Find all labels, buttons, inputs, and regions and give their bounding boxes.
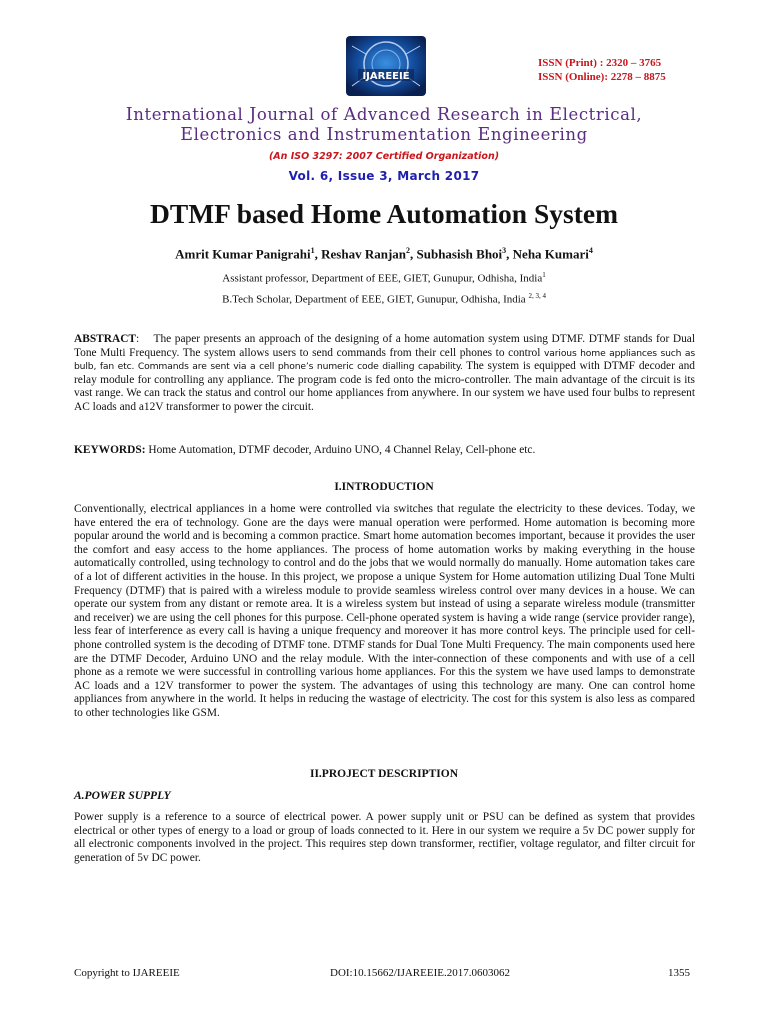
journal-logo: [346, 36, 426, 96]
issn-print: ISSN (Print) : 2320 – 3765: [538, 57, 662, 69]
certification-note: (An ISO 3297: 2007 Certified Organization): [268, 151, 500, 162]
section-heading-introduction: I.INTRODUCTION: [334, 481, 434, 493]
keywords-label: KEYWORDS:: [74, 444, 146, 456]
paper-title: DTMF based Home Automation System: [150, 198, 618, 229]
journal-name-line1: International Journal of Advanced Research in Electrical,: [125, 105, 643, 125]
abstract: ABSTRACT: The paper presents an approach of the designing of a home automation system using DTMF. DTMF stands for Dual Tone Multi Frequency. The system allows users to send commands from their cell phones to control various home appliances such as bulb, fan etc. Commands are sent via a cell phone’s numeric code dialling capability. The system is equipped with DTMF decoder and relay module for controlling any appliance. The program code is fed onto the micro-controller. The main advantage of the circuit is its vast range. We can track the status and control our home appliances from anywhere. In our system we have used four bulbs to represent AC loads and a12V transformer to power the circuit.: [74, 333, 695, 413]
footer-page-number: 1355: [668, 967, 690, 979]
keywords: KEYWORDS: Home Automation, DTMF decoder, Arduino UNO, 4 Channel Relay, Cell-phone etc.: [74, 444, 536, 456]
issn-online: ISSN (Online): 2278 – 8875: [538, 71, 666, 83]
subsection-heading-power-supply: A.POWER SUPPLY: [74, 790, 171, 802]
author-name: Subhasish Bhoi: [416, 246, 503, 262]
author-list: Amrit Kumar Panigrahi$^1$, Reshav Ranjan$^2$, Subhasish Bhoi$^3$, Neha Kumari$^4$: [175, 246, 593, 262]
author-name: Reshav Ranjan: [321, 246, 407, 262]
journal-name-line2: Electronics and Instrumentation Engineering: [180, 125, 588, 145]
affiliation-2: B.Tech Scholar, Department of EEE, GIET, Gunupur, Odhisha, India $^{2, 3, 4}$: [222, 292, 546, 306]
footer-copyright: Copyright to IJAREEIE: [74, 967, 180, 979]
author-name: Neha Kumari: [512, 246, 589, 262]
abstract-label: ABSTRACT: [74, 333, 137, 345]
volume-issue: Vol. 6, Issue 3, March 2017: [288, 169, 480, 183]
journal-logo-graphic: [346, 36, 426, 96]
power-supply-body: Power supply is a reference to a source of electrical power. A power supply unit or PSU can be defined as system that provides electrical or other types of energy to a load or group of loads connected to it. Here in our system we require a 5v DC power supply for all electronic components involved in the project. This requires step down transformer, rectifier, voltage regulator, and filter circuit for generation of 5v DC power.: [74, 811, 695, 864]
author-name: Amrit Kumar Panigrahi: [175, 246, 311, 262]
section-heading-project-description: II.PROJECT DESCRIPTION: [309, 768, 459, 780]
introduction-body: Conventionally, electrical appliances in a home were controlled via switches that regulate the electricity to these devices. Today, we have entered the era of technology. Gone are the days were manual operation were performed. Home automation is becoming more popular around the world and is becoming a common practice. Smart home automation becomes important, because it provides the user the comfort and easy access to the home appliances. The process of home automation works by making everything in the house automatically controlled, using technology to control and do the jobs that we would normally do manually. Home automation takes care of a lot of different activities in the house. In this project, we propose a unique System for Home automation utilizing Dual Tone Multi Frequency (DTMF) that is paired with a wireless module to provide seamless wireless control over many devices in a house. We can operate our system from any distant or remote area. It is a wireless system but instead of using a separate wireless module (transmitter and receiver) we are using the cell phones for this purpose. Cell-phone operated system is having a wide range (service provider range), less fear of interference as every call is having a unique frequency and moreover it has more control keys. The principle used for cell-phone controlled system is the decoding of DTMF tone. DTMF stands for Dual Tone Multi Frequency. The main components used here are the DTMF Decoder, Arduino UNO and the relay module. With the inter-connection of these components and with use of a cell phone as a remote we were successful in controlling various home appliances. For this the system we have used lamps to demonstrate AC loads and a 12V transformer to power the system. The advantages of using this technology are many. One can control home appliances from anywhere in the world. It helps in reducing the wastage of electricity. The cost for this system is also less as compared to other technologies like GSM.: [74, 503, 695, 719]
affiliation-1: Assistant professor, Department of EEE, GIET, Gunupur, Odhisha, India$^1$: [222, 271, 546, 285]
footer-doi: DOI:10.15662/IJAREEIE.2017.0603062: [330, 967, 510, 979]
journal-logo-text: IJAREEIE: [362, 71, 410, 82]
